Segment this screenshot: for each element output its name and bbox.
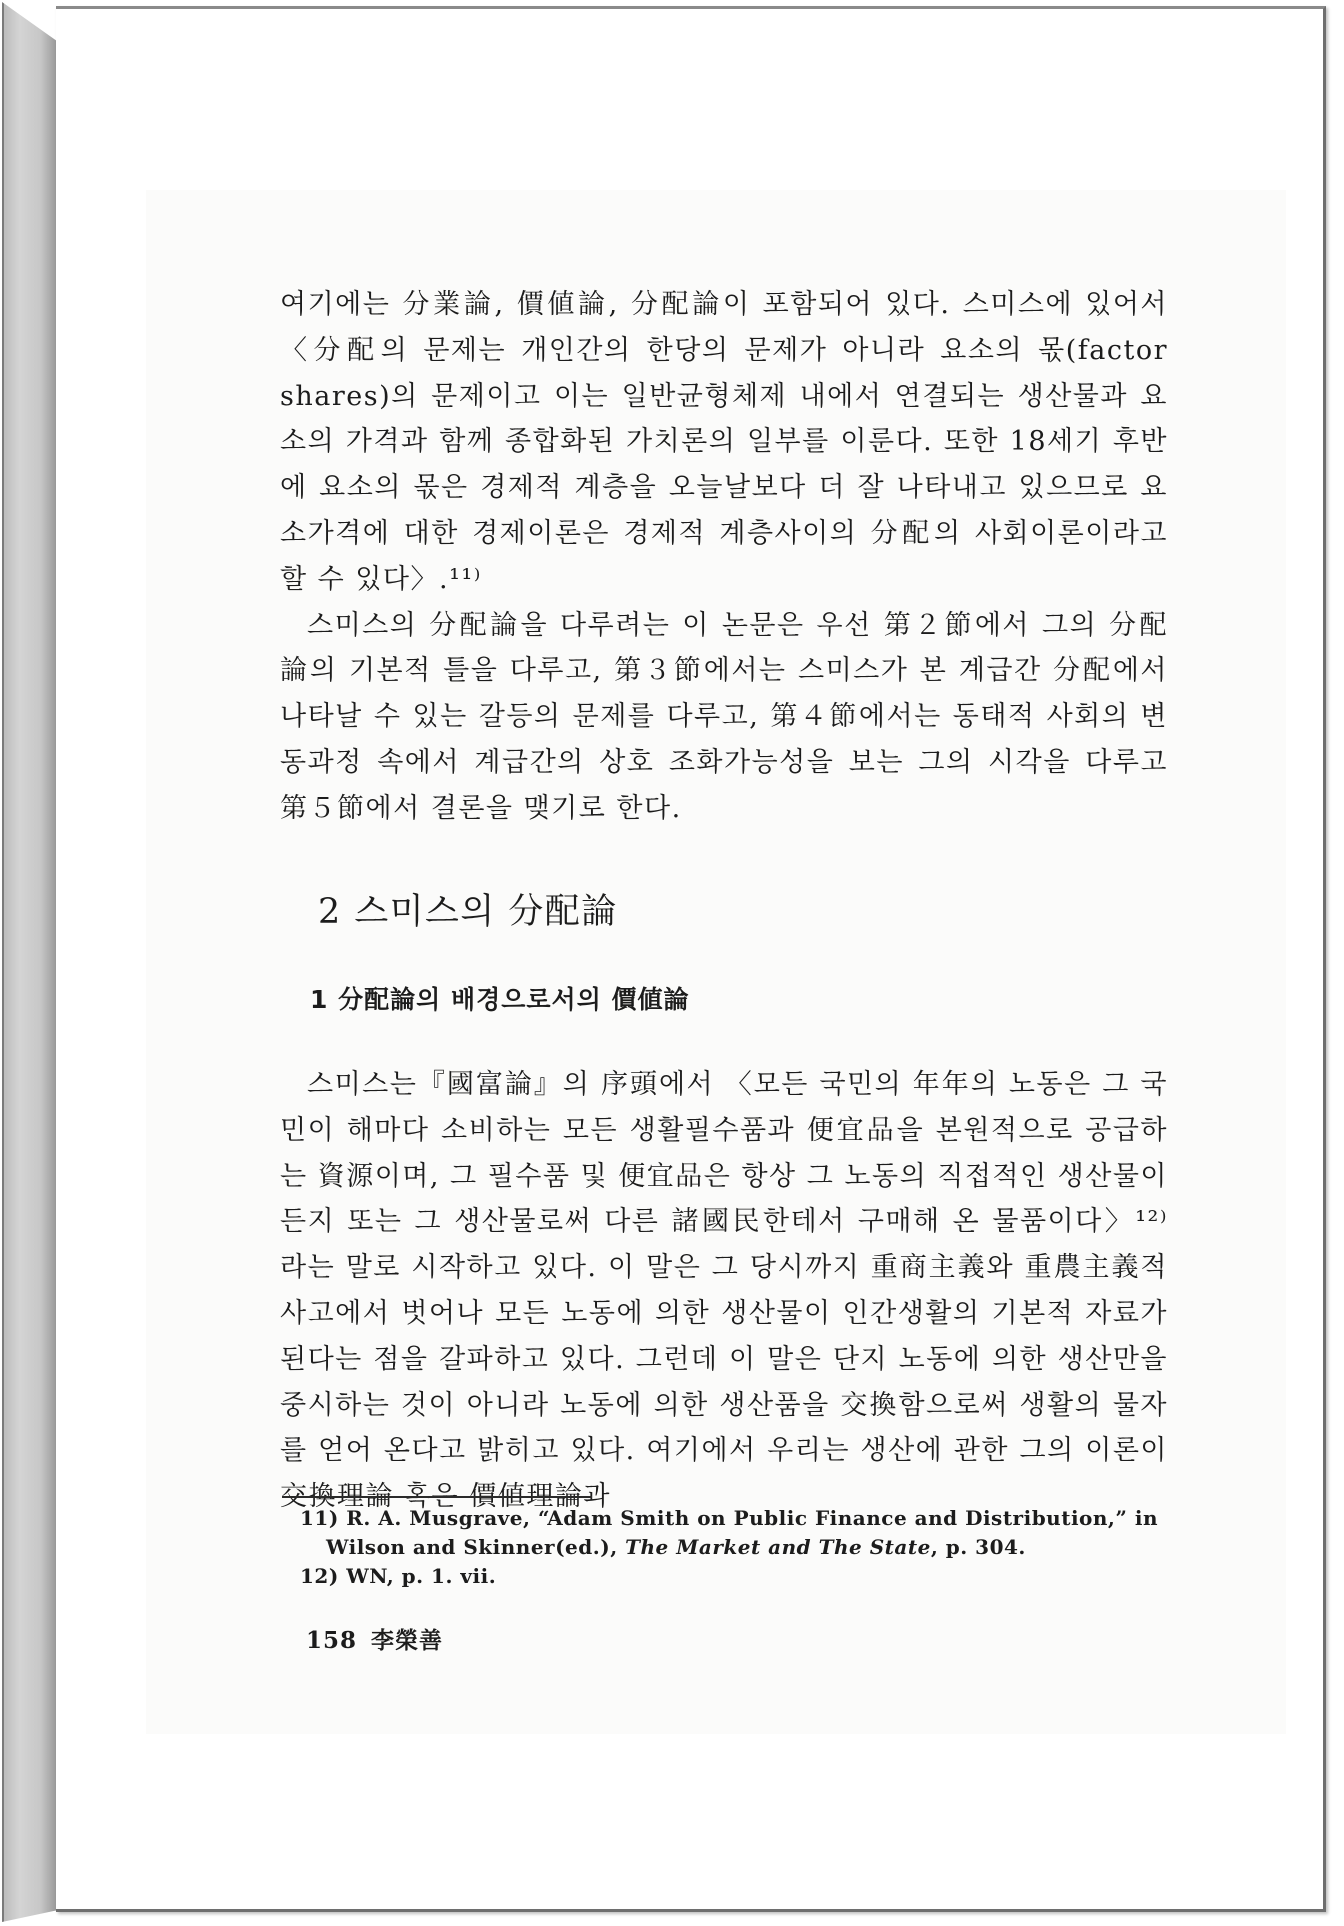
paragraph-intro-2: 스미스의 分配論을 다루려는 이 논문은 우선 第２節에서 그의 分配論의 기본적 틀을 다루고, 第３節에서는 스미스가 본 계급간 分配에서 나타날 수 있는 갈등의 문제를 다루고, 第４節에서는 동태적 사회의 변동과정 속에서 계급간의 상호 조화가능성을 보는 그의 시각을 다루고 第５節에서 결론을 맺기로 한다. [280, 609, 1168, 824]
paragraph-intro-1: 여기에는 分業論, 價値論, 分配論이 포함되어 있다. 스미스에 있어서 〈分配의 문제는 개인간의 한당의 문제가 아니라 요소의 몫(factor shares)의 문제이고 이는 일반균형체제 내에서 연결되는 생산물과 요소의 가격과 함께 종합화된 가치론의 일부를 이룬다. 또한 18세기 후반에 요소의 몫은 경제적 계층을 오늘날보다 더 잘 나타내고 있으므로 요소가격에 대한 경제이론은 경제적 계층사이의 分配의 사회이론이라고 할 수 있다〉.¹¹⁾ [280, 289, 1168, 595]
book-spine [2, 2, 56, 1922]
footnote-11-page: , p. 304. [930, 1535, 1026, 1559]
footnotes [300, 1504, 1180, 1591]
footnote-11 [300, 1504, 1180, 1562]
footnote-12: 12) WN, p. 1. vii. [300, 1564, 497, 1588]
footnote-11-editors: Wilson and Skinner(ed.), [326, 1535, 626, 1559]
footnote-11-book-title: The Market and The State [625, 1535, 931, 1559]
paragraph-body: 스미스는『國富論』의 序頭에서 〈모든 국민의 年年의 노동은 그 국민이 해마다 소비하는 모든 생활필수품과 便宜品을 본원적으로 공급하는 資源이며, 그 필수품 및 便宜品은 항상 그 노동의 직접적인 생산물이든지 또는 그 생산물로써 다른 諸國民한테서 구매해 온 물품이다〉¹²⁾라는 말로 시작하고 있다. 이 말은 그 당시까지 重商主義와 重農主義적 사고에서 벗어나 모든 노동에 의한 생산물이 인간생활의 기본적 자료가 된다는 점을 갈파하고 있다. 그런데 이 말은 단지 노동에 의한 생산만을 중시하는 것이 아니라 노동에 의한 생산품을 交換함으로써 생활의 물자를 얻어 온다고 밝히고 있다. 여기에서 우리는 생산에 관한 그의 이론이 交換理論 혹은 價値理論과 [280, 1069, 1168, 1513]
intro-text [280, 282, 1168, 832]
subsection-title: 1 分配論의 배경으로서의 價値論 [310, 985, 690, 1014]
body-text [280, 1062, 1168, 1520]
footnote-11-lead: 11) R. A. Musgrave, “Adam Smith on Public Finance and Distribution,” in [300, 1506, 1158, 1530]
page-number: 158 [306, 1627, 358, 1654]
footnote-11-continuation [300, 1533, 1180, 1562]
running-author: 李榮善 [371, 1627, 444, 1654]
footnote-divider [282, 1496, 592, 1498]
page-footer [306, 1622, 443, 1655]
section-title: 2 스미스의 分配論 [318, 892, 618, 932]
